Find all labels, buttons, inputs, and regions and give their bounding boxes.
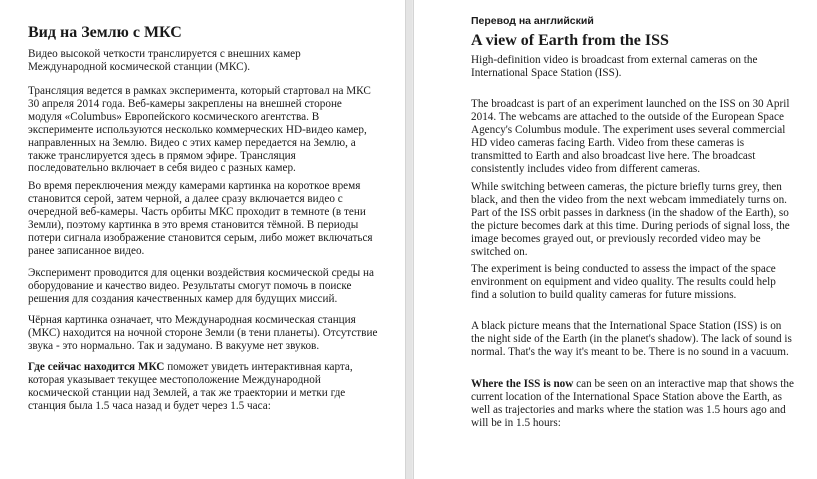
ru-paragraph-6 (28, 361, 378, 413)
en-paragraph-4: The experiment is being conducted to assess the impact of the space environment on equipment and video quality. The results could help find a solution to build quality cameras for future missions. (471, 263, 776, 301)
en-paragraph-6 (471, 378, 796, 430)
ru-paragraph-3: Во время переключения между камерами картинка на короткое время становится серой, затем черной, а далее сразу включается видео с очередной веб-камеры. Часть орбиты МКС проходит в темноте (в тени Земли), поэтому картинка в это время становится тёмной. В периоды потери сигнала изображение становится серым, либо может включаться ранее записанное видео. (28, 180, 373, 257)
ru-paragraph-5-text: Чёрная картинка означает, что Международная космическая станция (МКС) находится на ночной стороне Земли (в тени планеты). Отсутствие звука - это нормально. Так и задумано. В вакууме нет звуков. (28, 314, 378, 352)
translation-label: Перевод на английский (471, 15, 594, 27)
ru-paragraph-5 (28, 314, 378, 353)
ru-paragraph-1: Видео высокой четкости транслируется с внешних камер Международной космической станции (МКС). (28, 48, 301, 73)
russian-page (0, 0, 406, 479)
page-gutter (406, 0, 412, 479)
en-paragraph-1: High-definition video is broadcast from external cameras on the International Space Station (ISS). (471, 54, 758, 79)
en-iss-location-bold: Where the ISS is now (471, 378, 574, 390)
ru-paragraph-2: Трансляция ведется в рамках эксперимента, который стартовал на МКС 30 апреля 2014 года. Веб-камеры закреплены на внешней стороне модуля «Columbus» Европейского космического агентства. В эксперименте используются несколько коммерческих HD-видео камер, направленных на Землю. Видео с этих камер передается на Землю, а также транслируется здесь в прямом эфире. Трансляция последовательно включает в себя видео с разных камер. (28, 85, 371, 175)
en-paragraph-6-text: can be seen on an interactive map that shows the current location of the International Space Station above the Earth, as well as trajectories and marks where the station was 1.5 hours ago and will be in 1.5 hours: (471, 378, 794, 429)
ru-title: Вид на Землю с МКС (28, 24, 182, 41)
en-paragraph-3: While switching between cameras, the picture briefly turns grey, then black, and then the video from the next webcam immediately turns on. Part of the ISS orbit passes in darkness (in the shadow of the Earth), so the picture becomes dark at this time. During periods of signal loss, the image becomes grayed out, or previously recorded video may be switched on. (471, 181, 790, 258)
en-paragraph-2: The broadcast is part of an experiment launched on the ISS on 30 April 2014. The webcams are attached to the outside of the European Space Agency's Columbus module. The experiment uses several commercial HD video cameras facing Earth. Video from these cameras is transmitted to Earth and also broadcast live here. The broadcast consistently includes video from different cameras. (471, 98, 790, 175)
en-title: A view of Earth from the ISS (471, 32, 669, 49)
ru-paragraph-4: Эксперимент проводится для оценки воздействия космической среды на оборудование и качество видео. Результаты смогут помочь в поиске решения для создания качественных камер для будущих миссий. (28, 267, 374, 305)
en-paragraph-5: A black picture means that the International Space Station (ISS) is on the night side of the Earth (in the planet's shadow). The lack of sound is normal. That's the way it's meant to be. There is no sound in a vacuum. (471, 320, 792, 358)
english-page (413, 0, 817, 479)
ru-paragraph-6-text: поможет увидеть интерактивная карта, которая указывает текущее местоположение Международной космической станции над Землей, а так же траектории и метки где станция была 1.5 часа назад и будет через 1.5 часа: (28, 361, 353, 412)
ru-iss-location-bold: Где сейчас находится МКС (28, 361, 165, 373)
